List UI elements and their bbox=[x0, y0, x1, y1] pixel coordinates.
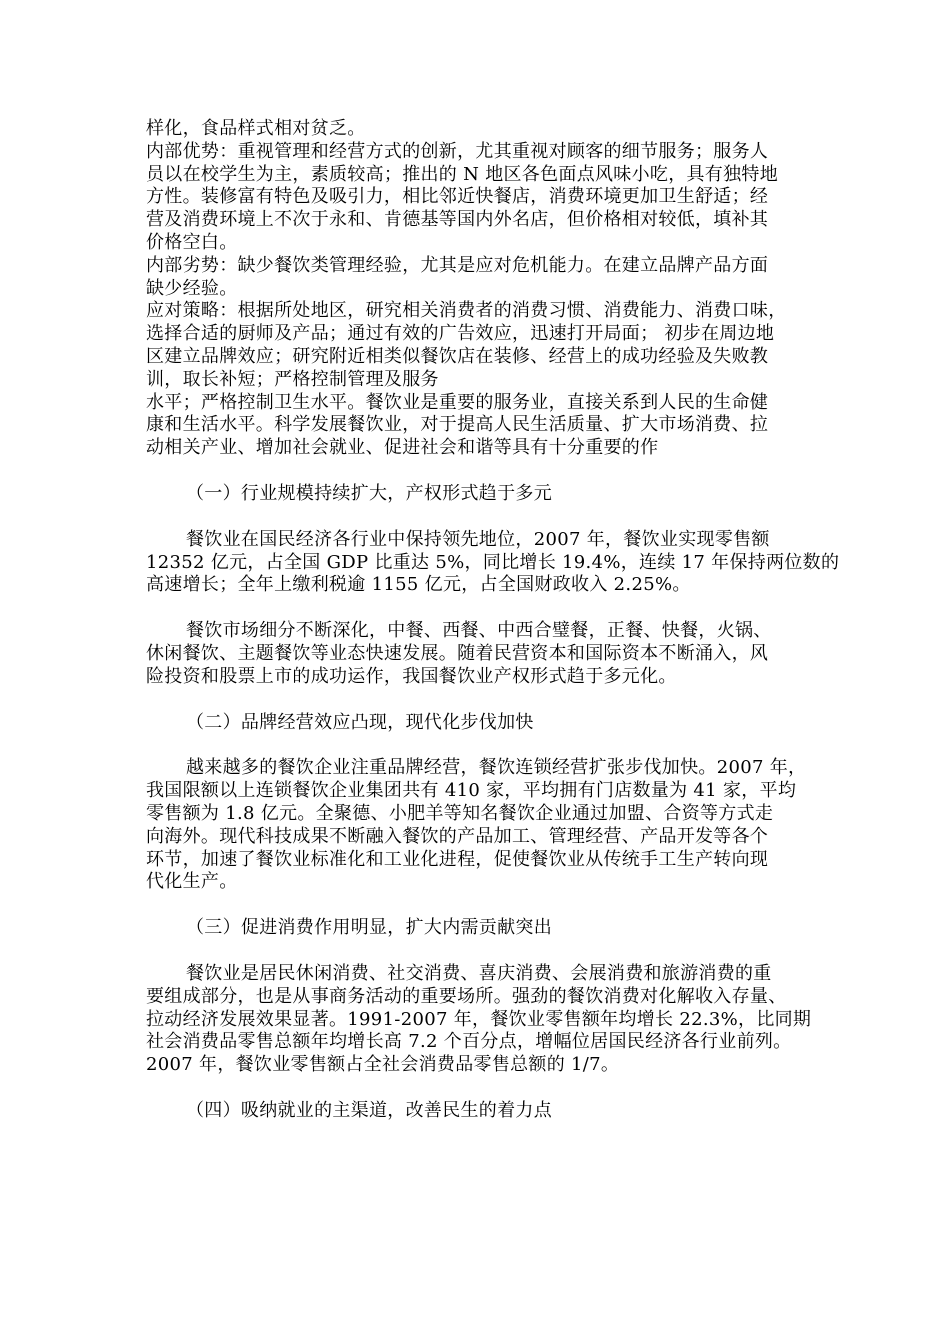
spacer bbox=[146, 460, 828, 483]
spacer bbox=[146, 940, 828, 963]
text-line: 区建立品牌效应；研究附近相类似餐饮店在装修、经营上的成功经验及失败教 bbox=[146, 345, 769, 367]
text-line: 营及消费环境上不次于永和、肯德基等国内外名店，但价格相对较低，填补其 bbox=[146, 209, 769, 231]
spacer bbox=[146, 597, 828, 620]
spacer bbox=[146, 689, 828, 712]
text-line: 康和生活水平。科学发展餐饮业，对于提高人民生活质量、扩大市场消费、拉 bbox=[146, 414, 769, 436]
spacer bbox=[146, 894, 828, 917]
text-line: 越来越多的餐饮企业注重品牌经营，餐饮连锁经营扩张步伐加快。2007 年， bbox=[186, 757, 807, 779]
spacer bbox=[146, 734, 828, 757]
spacer bbox=[146, 1077, 828, 1100]
section-heading-3: （三）促进消费作用明显，扩大内需贡献突出 bbox=[186, 917, 552, 939]
text-line: 动相关产业、增加社会就业、促进社会和谐等具有十分重要的作 bbox=[146, 437, 659, 459]
text-line: 休闲餐饮、主题餐饮等业态快速发展。随着民营资本和国际资本不断涌入，风 bbox=[146, 642, 769, 664]
text-line: 员以在校学生为主，素质较高；推出的 N 地区各色面点风味小吃，具有独特地 bbox=[146, 163, 778, 185]
text-line: 内部优势：重视管理和经营方式的创新，尤其重视对顾客的细节服务；服务人 bbox=[146, 140, 769, 162]
text-line: 社会消费品零售总额年均增长高 7.2 个百分点，增幅位居国民经济各行业前列。 bbox=[146, 1031, 792, 1053]
document-page bbox=[146, 118, 840, 1123]
text-line: 训，取长补短；严格控制管理及服务 bbox=[146, 368, 439, 390]
text-line: 2007 年，餐饮业零售额占全社会消费品零售总额的 1/7。 bbox=[146, 1054, 620, 1076]
text-line: 零售额为 1.8 亿元。全聚德、小肥羊等知名餐饮企业通过加盟、合资等方式走 bbox=[146, 802, 774, 824]
text-line: 代化生产。 bbox=[146, 871, 238, 893]
paragraph-3 bbox=[146, 757, 828, 894]
text-line: 餐饮业是居民休闲消费、社交消费、喜庆消费、会展消费和旅游消费的重 bbox=[186, 962, 772, 984]
text-line: 选择合适的厨师及产品；通过有效的广告效应，迅速打开局面； 初步在周边地 bbox=[146, 323, 775, 345]
text-line: 险投资和股票上市的成功运作，我国餐饮业产权形式趋于多元化。 bbox=[146, 665, 677, 687]
text-line: 方性。装修富有特色及吸引力，相比邻近快餐店，消费环境更加卫生舒适；经 bbox=[146, 186, 769, 208]
text-line: 价格空白。 bbox=[146, 231, 238, 253]
section-heading-2: （二）品牌经营效应凸现，现代化步伐加快 bbox=[186, 711, 534, 733]
text-line: 餐饮业在国民经济各行业中保持领先地位，2007 年，餐饮业实现零售额 bbox=[186, 528, 770, 550]
section-heading-1: （一）行业规模持续扩大，产权形式趋于多元 bbox=[186, 482, 552, 504]
text-line: 12352 亿元，占全国 GDP 比重达 5%，同比增长 19.4%，连续 17 年保持两位数的 bbox=[146, 551, 840, 573]
text-line: 内部劣势：缺少餐饮类管理经验，尤其是应对危机能力。在建立品牌产品方面 bbox=[146, 254, 769, 276]
text-line: 样化，食品样式相对贫乏。 bbox=[146, 118, 366, 139]
intro-block bbox=[146, 118, 828, 460]
text-line: 要组成部分，也是从事商务活动的重要场所。强劲的餐饮消费对化解收入存量、 bbox=[146, 985, 787, 1007]
paragraph-1 bbox=[146, 528, 840, 597]
text-line: 拉动经济发展效果显著。1991-2007 年，餐饮业零售额年均增长 22.3%，比同期 bbox=[146, 1008, 812, 1030]
text-line: 高速增长；全年上缴利税逾 1155 亿元，占全国财政收入 2.25%。 bbox=[146, 574, 691, 596]
text-line: 向海外。现代科技成果不断融入餐饮的产品加工、管理经营、产品开发等各个 bbox=[146, 825, 769, 847]
text-line: 水平；严格控制卫生水平。餐饮业是重要的服务业，直接关系到人民的生命健 bbox=[146, 391, 769, 413]
text-line: 缺少经验。 bbox=[146, 277, 238, 299]
section-heading-4: （四）吸纳就业的主渠道，改善民生的着力点 bbox=[186, 1099, 552, 1121]
paragraph-4 bbox=[146, 963, 828, 1077]
text-line: 我国限额以上连锁餐饮企业集团共有 410 家，平均拥有门店数量为 41 家，平均 bbox=[146, 780, 797, 802]
spacer bbox=[146, 506, 828, 529]
text-line: 餐饮市场细分不断深化，中餐、西餐、中西合璧餐，正餐、快餐，火锅、 bbox=[186, 620, 772, 642]
text-line: 环节，加速了餐饮业标准化和工业化进程，促使餐饮业从传统手工生产转向现 bbox=[146, 848, 769, 870]
text-line: 应对策略：根据所处地区，研究相关消费者的消费习惯、消费能力、消费口味， bbox=[146, 300, 787, 322]
paragraph-2 bbox=[146, 620, 828, 688]
